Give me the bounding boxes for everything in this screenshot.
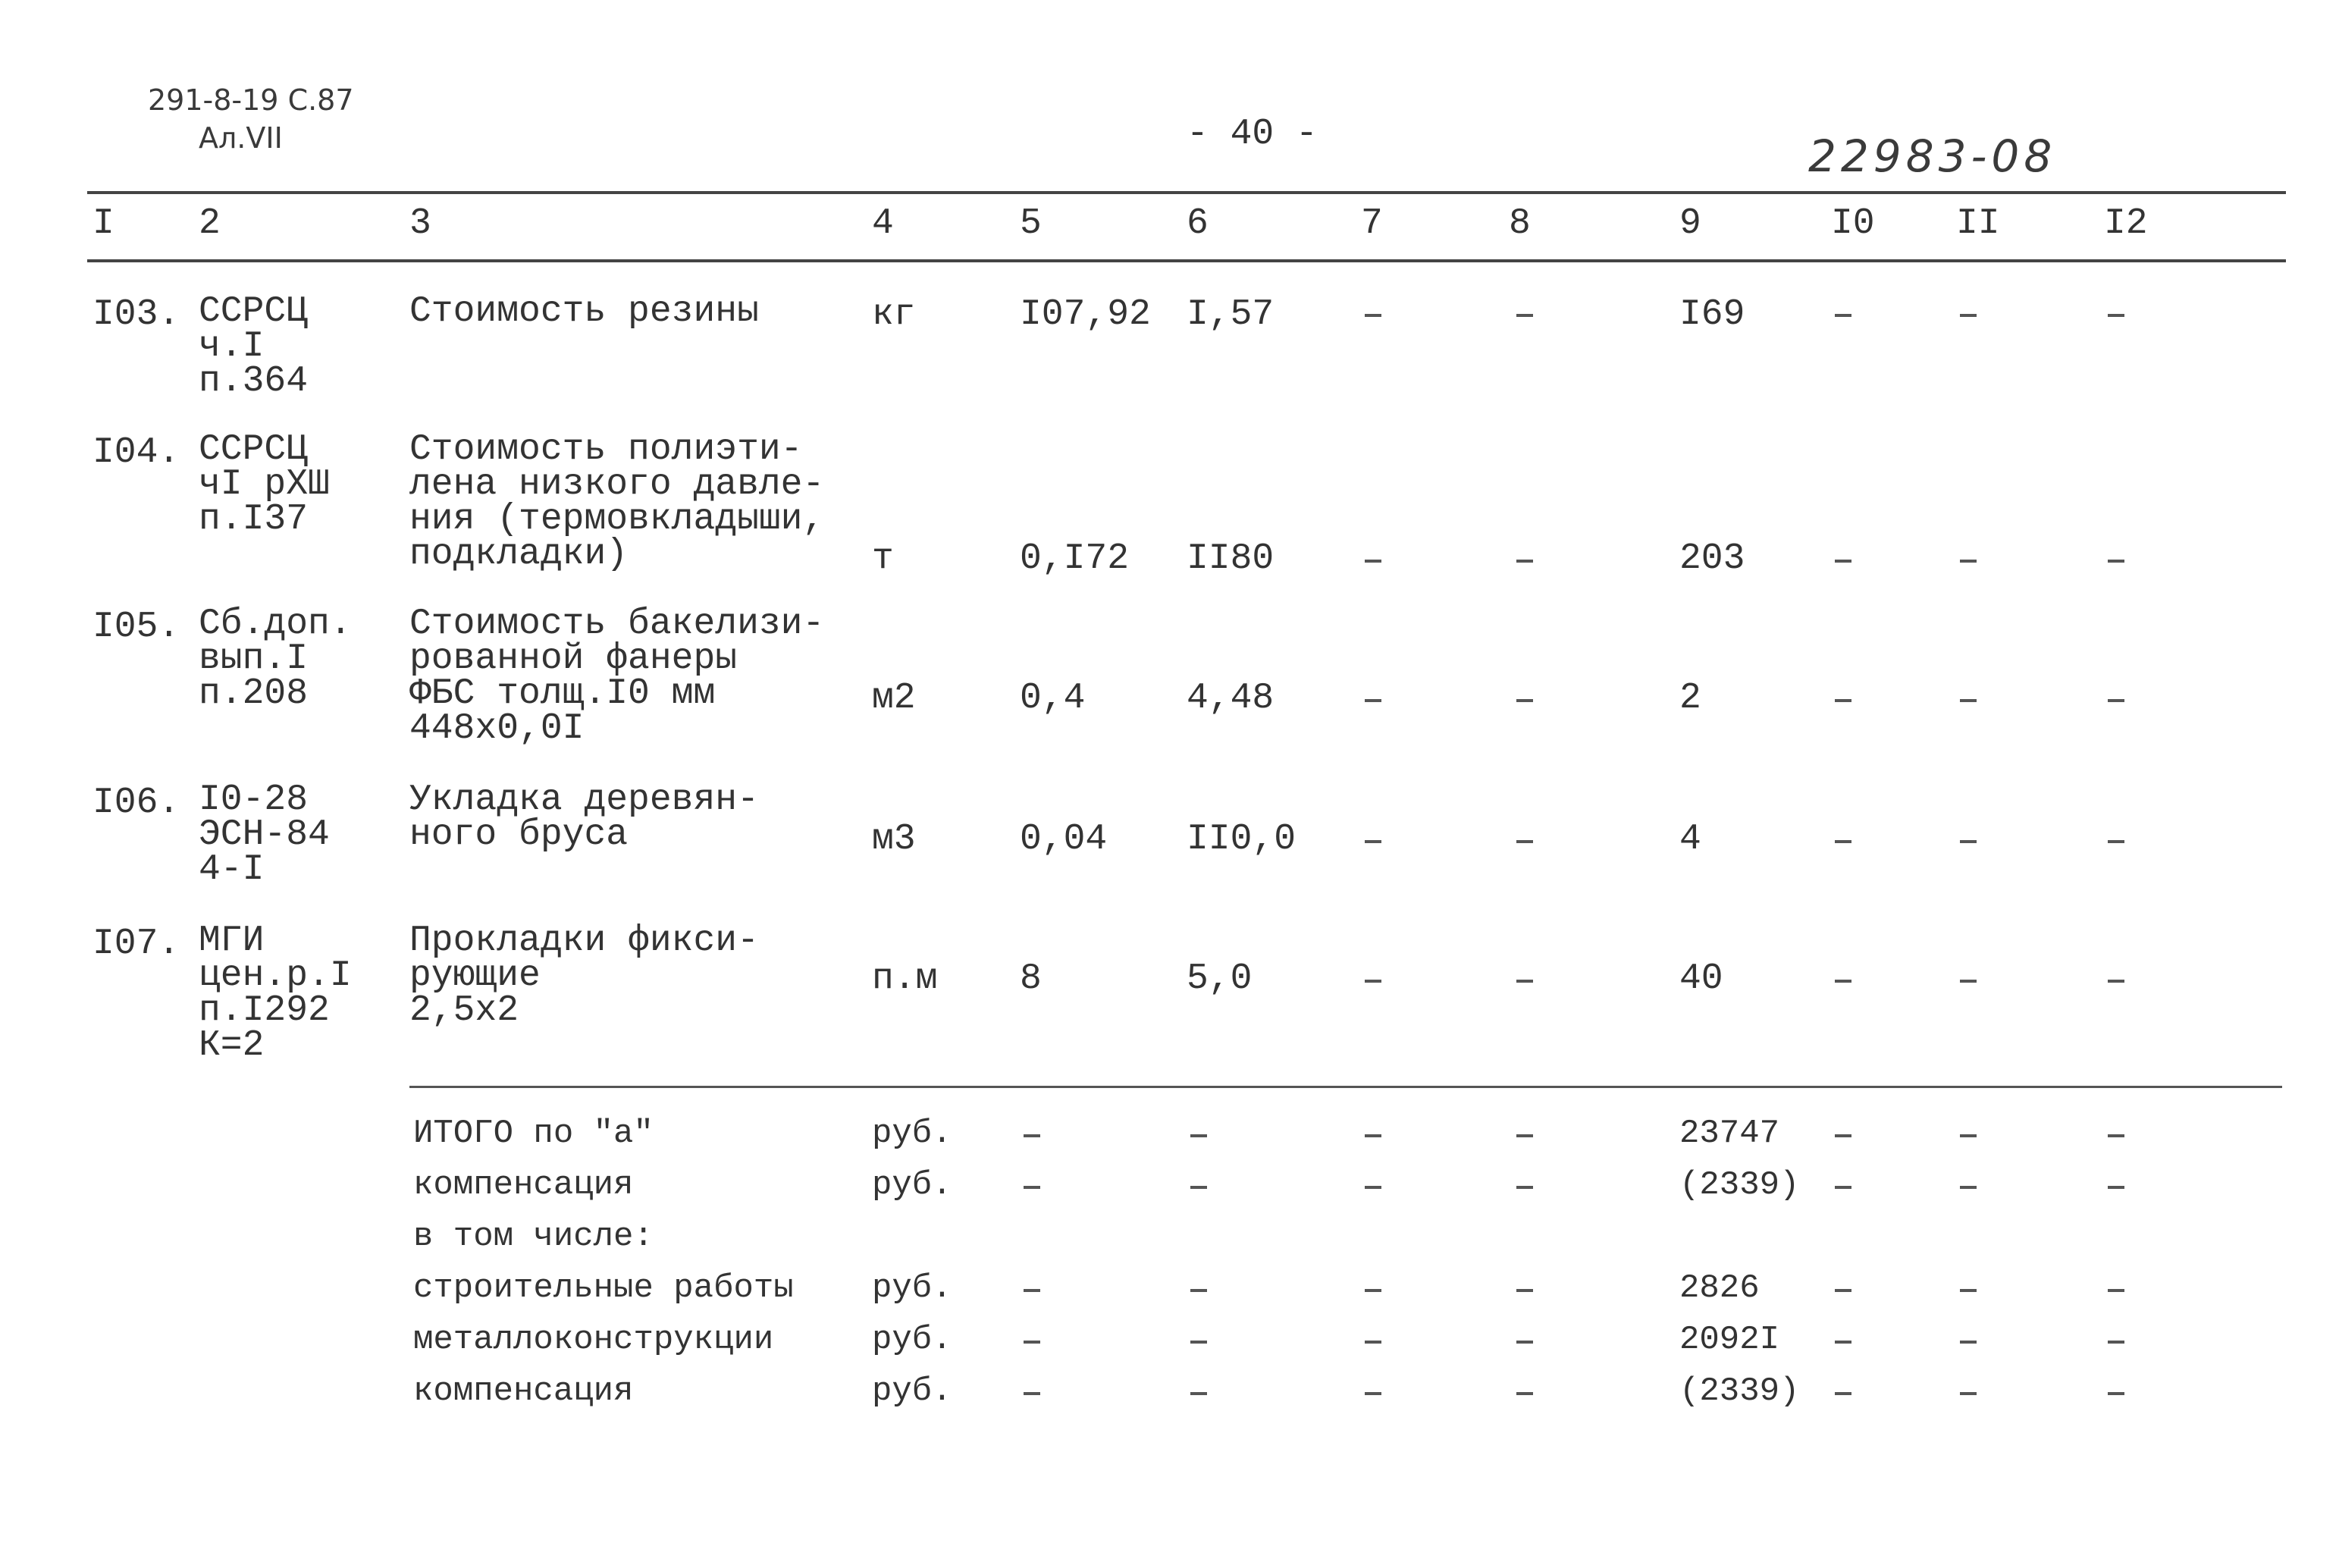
- row-reference: ССРСЦ чI рXШ п.I37: [199, 429, 330, 540]
- summary-total: 2092I: [1679, 1321, 1780, 1359]
- column-header-9: 9: [1679, 203, 1701, 244]
- row-unit: т: [872, 538, 894, 579]
- column-header-6: 6: [1187, 203, 1209, 244]
- empty-dash: [1835, 1392, 1851, 1395]
- column-header-5: 5: [1020, 203, 1042, 244]
- empty-dash: [1835, 699, 1851, 702]
- summary-unit: руб.: [872, 1372, 952, 1410]
- row-total: 203: [1679, 538, 1745, 579]
- empty-dash: [1365, 560, 1381, 563]
- row-quantity: 8: [1020, 958, 1042, 999]
- empty-dash: [1024, 1289, 1040, 1292]
- summary-label: строительные работы: [413, 1269, 794, 1307]
- summary-label: ИТОГО по "а": [413, 1115, 654, 1152]
- empty-dash: [1835, 314, 1851, 317]
- row-total: 2: [1679, 678, 1701, 719]
- row-number: I05.: [92, 607, 180, 648]
- empty-dash: [2108, 1134, 2124, 1137]
- empty-dash: [1835, 1186, 1851, 1189]
- empty-dash: [1835, 560, 1851, 563]
- empty-dash: [1190, 1134, 1207, 1137]
- row-unit: м3: [872, 819, 916, 860]
- empty-dash: [2108, 1186, 2124, 1189]
- row-number: I06.: [92, 782, 180, 823]
- empty-dash: [1835, 1341, 1851, 1344]
- summary-total: 2826: [1679, 1269, 1760, 1307]
- column-header-12: I2: [2104, 203, 2148, 244]
- empty-dash: [1960, 560, 1977, 563]
- empty-dash: [1190, 1289, 1207, 1292]
- row-unit-price: 4,48: [1187, 678, 1275, 719]
- row-reference: ССРСЦ ч.I п.364: [199, 291, 309, 402]
- row-total: I69: [1679, 294, 1745, 335]
- row-reference: I0-28 ЭСН-84 4-I: [199, 779, 330, 890]
- row-unit: м2: [872, 678, 916, 719]
- archive-sheet: Ал.VII: [199, 121, 283, 155]
- empty-dash: [1365, 314, 1381, 317]
- empty-dash: [1835, 980, 1851, 983]
- summary-unit: руб.: [872, 1269, 952, 1307]
- empty-dash: [1516, 699, 1533, 702]
- row-quantity: 0,04: [1020, 819, 1108, 860]
- empty-dash: [1024, 1392, 1040, 1395]
- empty-dash: [1365, 840, 1381, 843]
- empty-dash: [1365, 699, 1381, 702]
- empty-dash: [1960, 840, 1977, 843]
- summary-total: (2339): [1679, 1166, 1800, 1204]
- empty-dash: [1516, 314, 1533, 317]
- empty-dash: [1835, 840, 1851, 843]
- empty-dash: [1835, 1134, 1851, 1137]
- empty-dash: [1365, 1289, 1381, 1292]
- empty-dash: [1960, 1186, 1977, 1189]
- empty-dash: [1960, 980, 1977, 983]
- summary-label: компенсация: [413, 1166, 634, 1204]
- empty-dash: [1365, 1186, 1381, 1189]
- row-quantity: 0,I72: [1020, 538, 1130, 579]
- empty-dash: [1365, 1134, 1381, 1137]
- summary-unit: руб.: [872, 1166, 952, 1204]
- row-quantity: I07,92: [1020, 294, 1151, 335]
- empty-dash: [2108, 1289, 2124, 1292]
- column-header-4: 4: [872, 203, 894, 244]
- empty-dash: [1960, 1392, 1977, 1395]
- empty-dash: [2108, 314, 2124, 317]
- summary-label: металлоконструкции: [413, 1321, 774, 1359]
- empty-dash: [2108, 980, 2124, 983]
- summary-total: 23747: [1679, 1115, 1780, 1152]
- column-header-11: II: [1956, 203, 2000, 244]
- empty-dash: [1516, 840, 1533, 843]
- row-unit: п.м: [872, 958, 938, 999]
- row-unit-price: II80: [1187, 538, 1275, 579]
- empty-dash: [1516, 1186, 1533, 1189]
- empty-dash: [1835, 1289, 1851, 1292]
- empty-dash: [1960, 1134, 1977, 1137]
- empty-dash: [2108, 1341, 2124, 1344]
- row-description: Стоимость бакелизи- рованной фанеры ФБС толщ.I0 мм 448х0,0I: [409, 604, 825, 749]
- empty-dash: [1365, 1392, 1381, 1395]
- empty-dash: [2108, 560, 2124, 563]
- empty-dash: [1024, 1186, 1040, 1189]
- row-unit-price: II0,0: [1187, 819, 1296, 860]
- document-number: 22983-08: [1808, 130, 2057, 182]
- row-number: I03.: [92, 294, 180, 335]
- summary-total: (2339): [1679, 1372, 1800, 1410]
- empty-dash: [1516, 980, 1533, 983]
- empty-dash: [1190, 1186, 1207, 1189]
- empty-dash: [1960, 1341, 1977, 1344]
- row-unit-price: 5,0: [1187, 958, 1253, 999]
- empty-dash: [1024, 1341, 1040, 1344]
- page-number: - 40 -: [1187, 114, 1318, 155]
- empty-dash: [1960, 314, 1977, 317]
- row-unit: кг: [872, 294, 916, 335]
- column-header-1: I: [92, 203, 114, 244]
- row-description: Стоимость полиэти- лена низкого давле- ния (термовкладыши, подкладки): [409, 429, 825, 575]
- empty-dash: [1516, 1392, 1533, 1395]
- archive-code: 291-8-19 С.87: [148, 83, 354, 117]
- empty-dash: [1024, 1134, 1040, 1137]
- summary-unit: руб.: [872, 1321, 952, 1359]
- empty-dash: [1190, 1392, 1207, 1395]
- empty-dash: [2108, 699, 2124, 702]
- empty-dash: [1516, 560, 1533, 563]
- row-quantity: 0,4: [1020, 678, 1086, 719]
- row-reference: Сб.доп. вып.I п.208: [199, 604, 352, 714]
- row-description: Прокладки фикси- рующие 2,5х2: [409, 920, 759, 1031]
- column-header-7: 7: [1361, 203, 1383, 244]
- summary-unit: руб.: [872, 1115, 952, 1152]
- summary-rule: [409, 1086, 2282, 1088]
- row-description: Укладка деревян- ного бруса: [409, 779, 759, 855]
- empty-dash: [1365, 980, 1381, 983]
- column-header-8: 8: [1509, 203, 1531, 244]
- summary-label: в том числе:: [413, 1218, 654, 1256]
- column-header-2: 2: [199, 203, 221, 244]
- summary-label: компенсация: [413, 1372, 634, 1410]
- row-total: 40: [1679, 958, 1723, 999]
- row-number: I04.: [92, 432, 180, 473]
- header-rule-bottom: [87, 259, 2286, 262]
- empty-dash: [1365, 1341, 1381, 1344]
- row-unit-price: I,57: [1187, 294, 1275, 335]
- empty-dash: [1516, 1289, 1533, 1292]
- header-rule-top: [87, 191, 2286, 194]
- column-header-10: I0: [1831, 203, 1875, 244]
- row-reference: МГИ цен.р.I п.I292 К=2: [199, 920, 352, 1066]
- row-number: I07.: [92, 924, 180, 964]
- row-total: 4: [1679, 819, 1701, 860]
- empty-dash: [2108, 1392, 2124, 1395]
- empty-dash: [1960, 1289, 1977, 1292]
- column-header-3: 3: [409, 203, 431, 244]
- empty-dash: [1190, 1341, 1207, 1344]
- empty-dash: [2108, 840, 2124, 843]
- empty-dash: [1516, 1134, 1533, 1137]
- row-description: Стоимость резины: [409, 291, 759, 332]
- empty-dash: [1960, 699, 1977, 702]
- empty-dash: [1516, 1341, 1533, 1344]
